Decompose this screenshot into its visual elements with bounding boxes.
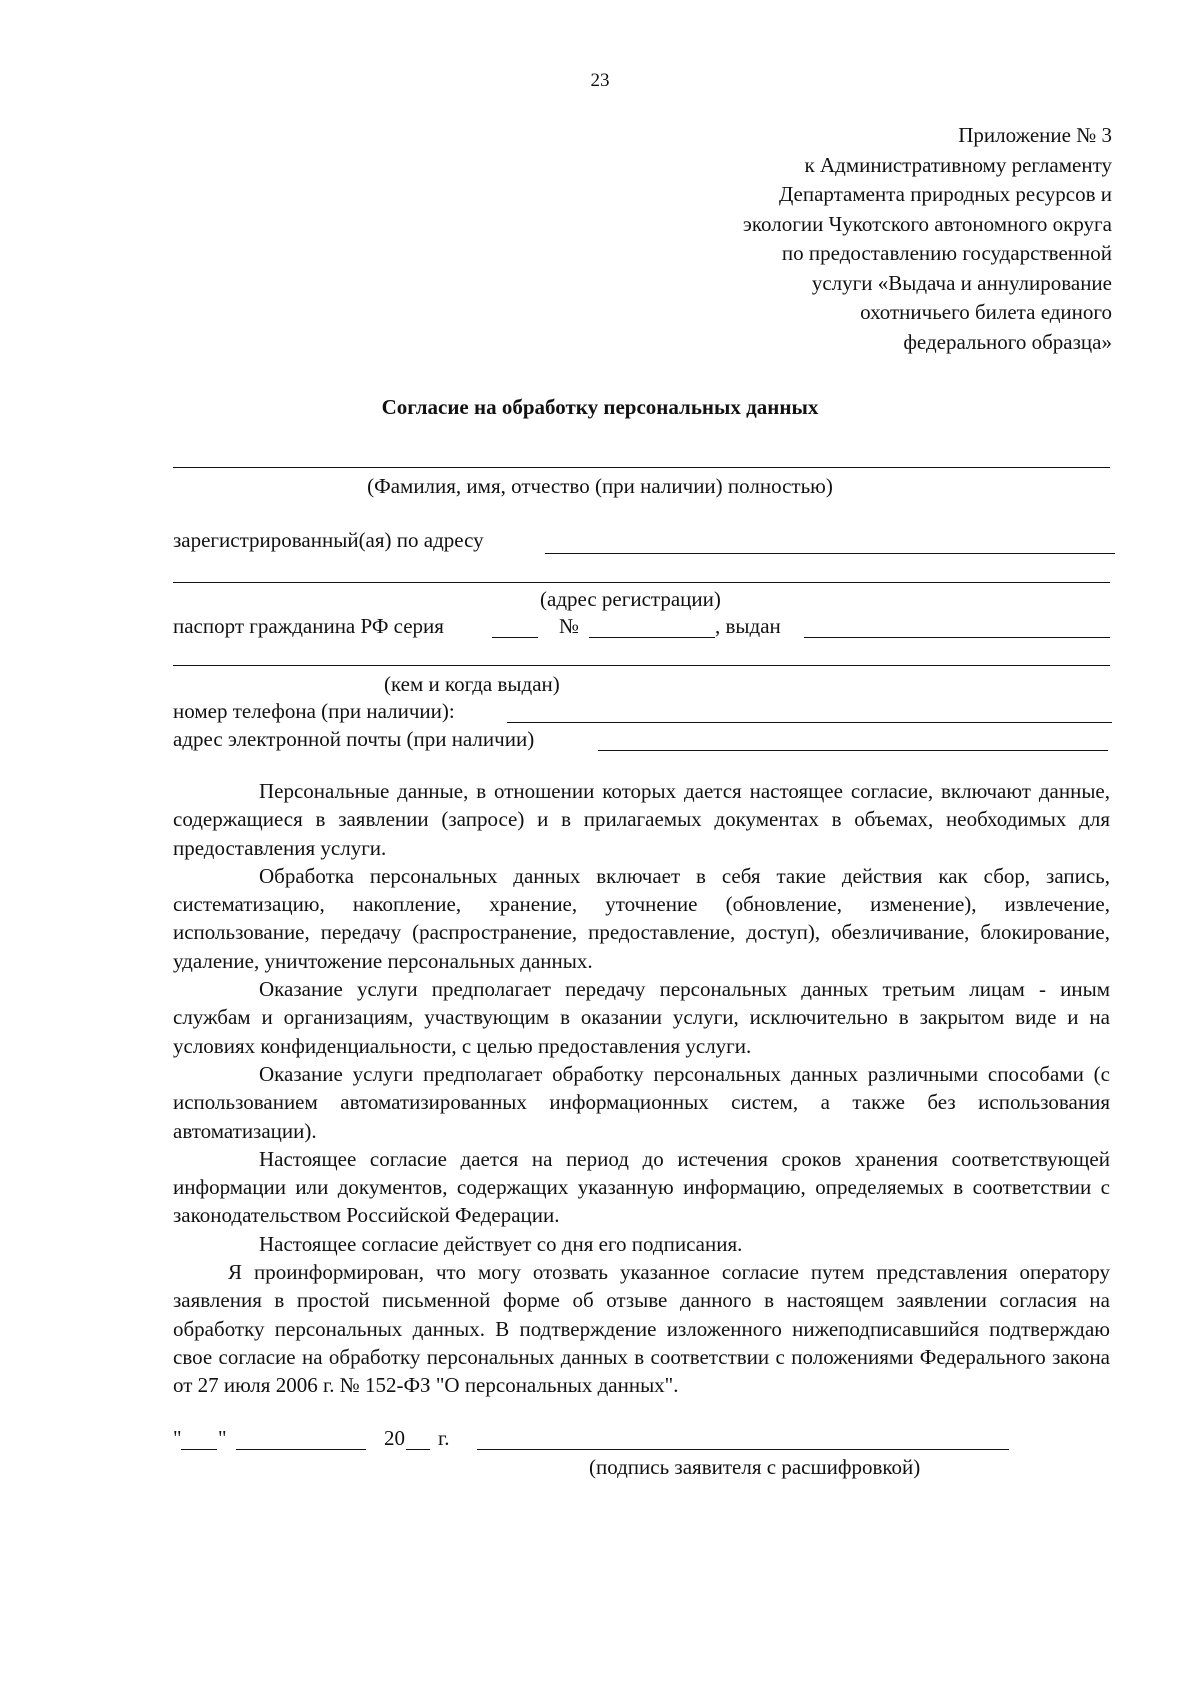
appendix-line: к Административному регламенту (804, 152, 1112, 177)
date-year-suffix: г. (438, 1426, 450, 1450)
registered-label: зарегистрированный(ая) по адресу (173, 528, 484, 552)
consent-paragraph: Я проинформирован, что могу отозвать указанное согласие путем представления оператору заявления в простой письменной форме об отзыве данного в настоящем заявлении согласия на обработку персональных данных. В подтверждение изложенного нижеподписавшийся подтверждаю свое согласие на обработку персональных данных в соответствии с положениями Федерального закона от 27 июля 2006 г. № 152-ФЗ "О персональных данных". (173, 1260, 1110, 1398)
consent-paragraph: Оказание услуги предполагает передачу персональных данных третьим лицам - иным службам и организациям, участвующим в оказании услуги, исключительно в закрытом виде и на условиях конфиденциальности, с целью предоставления услуги. (173, 977, 1110, 1058)
page-number: 23 (590, 70, 610, 91)
issued-label: , выдан (715, 614, 781, 638)
passport-label: паспорт гражданина РФ серия (173, 614, 444, 638)
issued-caption: (кем и когда выдан) (384, 672, 560, 696)
fio-caption: (Фамилия, имя, отчество (при наличии) полностью) (367, 474, 833, 498)
consent-body (173, 777, 1110, 1400)
fio-field-line[interactable] (173, 467, 1110, 468)
appendix-line: охотничьего билета единого (860, 300, 1112, 324)
passport-number-field[interactable] (589, 637, 715, 638)
consent-paragraph: Персональные данные, в отношении которых дается настоящее согласие, включают данные, содержащиеся в заявлении (запросе) и в прилагаемых документах в объемах, необходимых для предоставления услуги. (173, 779, 1110, 860)
appendix-line: по предоставлению государственной (781, 241, 1112, 265)
passport-number-label: № (559, 614, 580, 638)
consent-paragraph: Настоящее согласие действует со дня его подписания. (259, 1231, 743, 1256)
appendix-header (552, 121, 1112, 357)
date-month-field[interactable] (236, 1449, 366, 1450)
date-year-field[interactable] (406, 1449, 430, 1450)
issued-field-line-2[interactable] (173, 665, 1110, 666)
consent-paragraph: Настоящее согласие дается на период до истечения сроков хранения соответствующей информации или документов, содержащих указанную информацию, определяемых в соответствии с законодательством Российской Федерации. (173, 1146, 1110, 1228)
document-title: Согласие на обработку персональных данных (381, 395, 819, 419)
email-field-line[interactable] (598, 750, 1108, 751)
phone-field-line[interactable] (507, 722, 1112, 723)
appendix-line: Департамента природных ресурсов и (778, 182, 1112, 206)
date-year-prefix: 20 (384, 1426, 405, 1450)
date-day-field[interactable] (181, 1449, 217, 1450)
address-field-line-2[interactable] (173, 582, 1110, 583)
date-quote-open: " (173, 1426, 182, 1450)
address-caption: (адрес регистрации) (540, 587, 721, 611)
appendix-line: услуги «Выдача и аннулирование (811, 270, 1112, 295)
appendix-line: Приложение № 3 (958, 123, 1112, 147)
phone-label: номер телефона (при наличии): (173, 699, 455, 723)
consent-paragraph: Оказание услуги предполагает обработку персональных данных различными способами (с использованием автоматизированных информационных систем, а также без использования автоматизации). (173, 1061, 1110, 1143)
signature-field-line[interactable] (477, 1449, 1009, 1450)
signature-caption: (подпись заявителя с расшифровкой) (589, 1455, 921, 1479)
consent-paragraph: Обработка персональных данных включает в себя такие действия как сбор, запись, систематизацию, накопление, хранение, уточнение (обновление, изменение), извлечение, использование, передачу (распространение, предоставление, доступ), обезличивание, блокирование, удаление, уничтожение персональных данных. (173, 863, 1110, 973)
appendix-line: экологии Чукотского автономного округа (742, 211, 1112, 236)
passport-series-field[interactable] (492, 637, 538, 638)
issued-field-line[interactable] (804, 637, 1110, 638)
appendix-line: федерального образца» (903, 329, 1112, 354)
address-field-line[interactable] (545, 553, 1115, 554)
email-label: адрес электронной почты (при наличии) (173, 727, 535, 751)
date-quote-close: " (218, 1426, 227, 1450)
